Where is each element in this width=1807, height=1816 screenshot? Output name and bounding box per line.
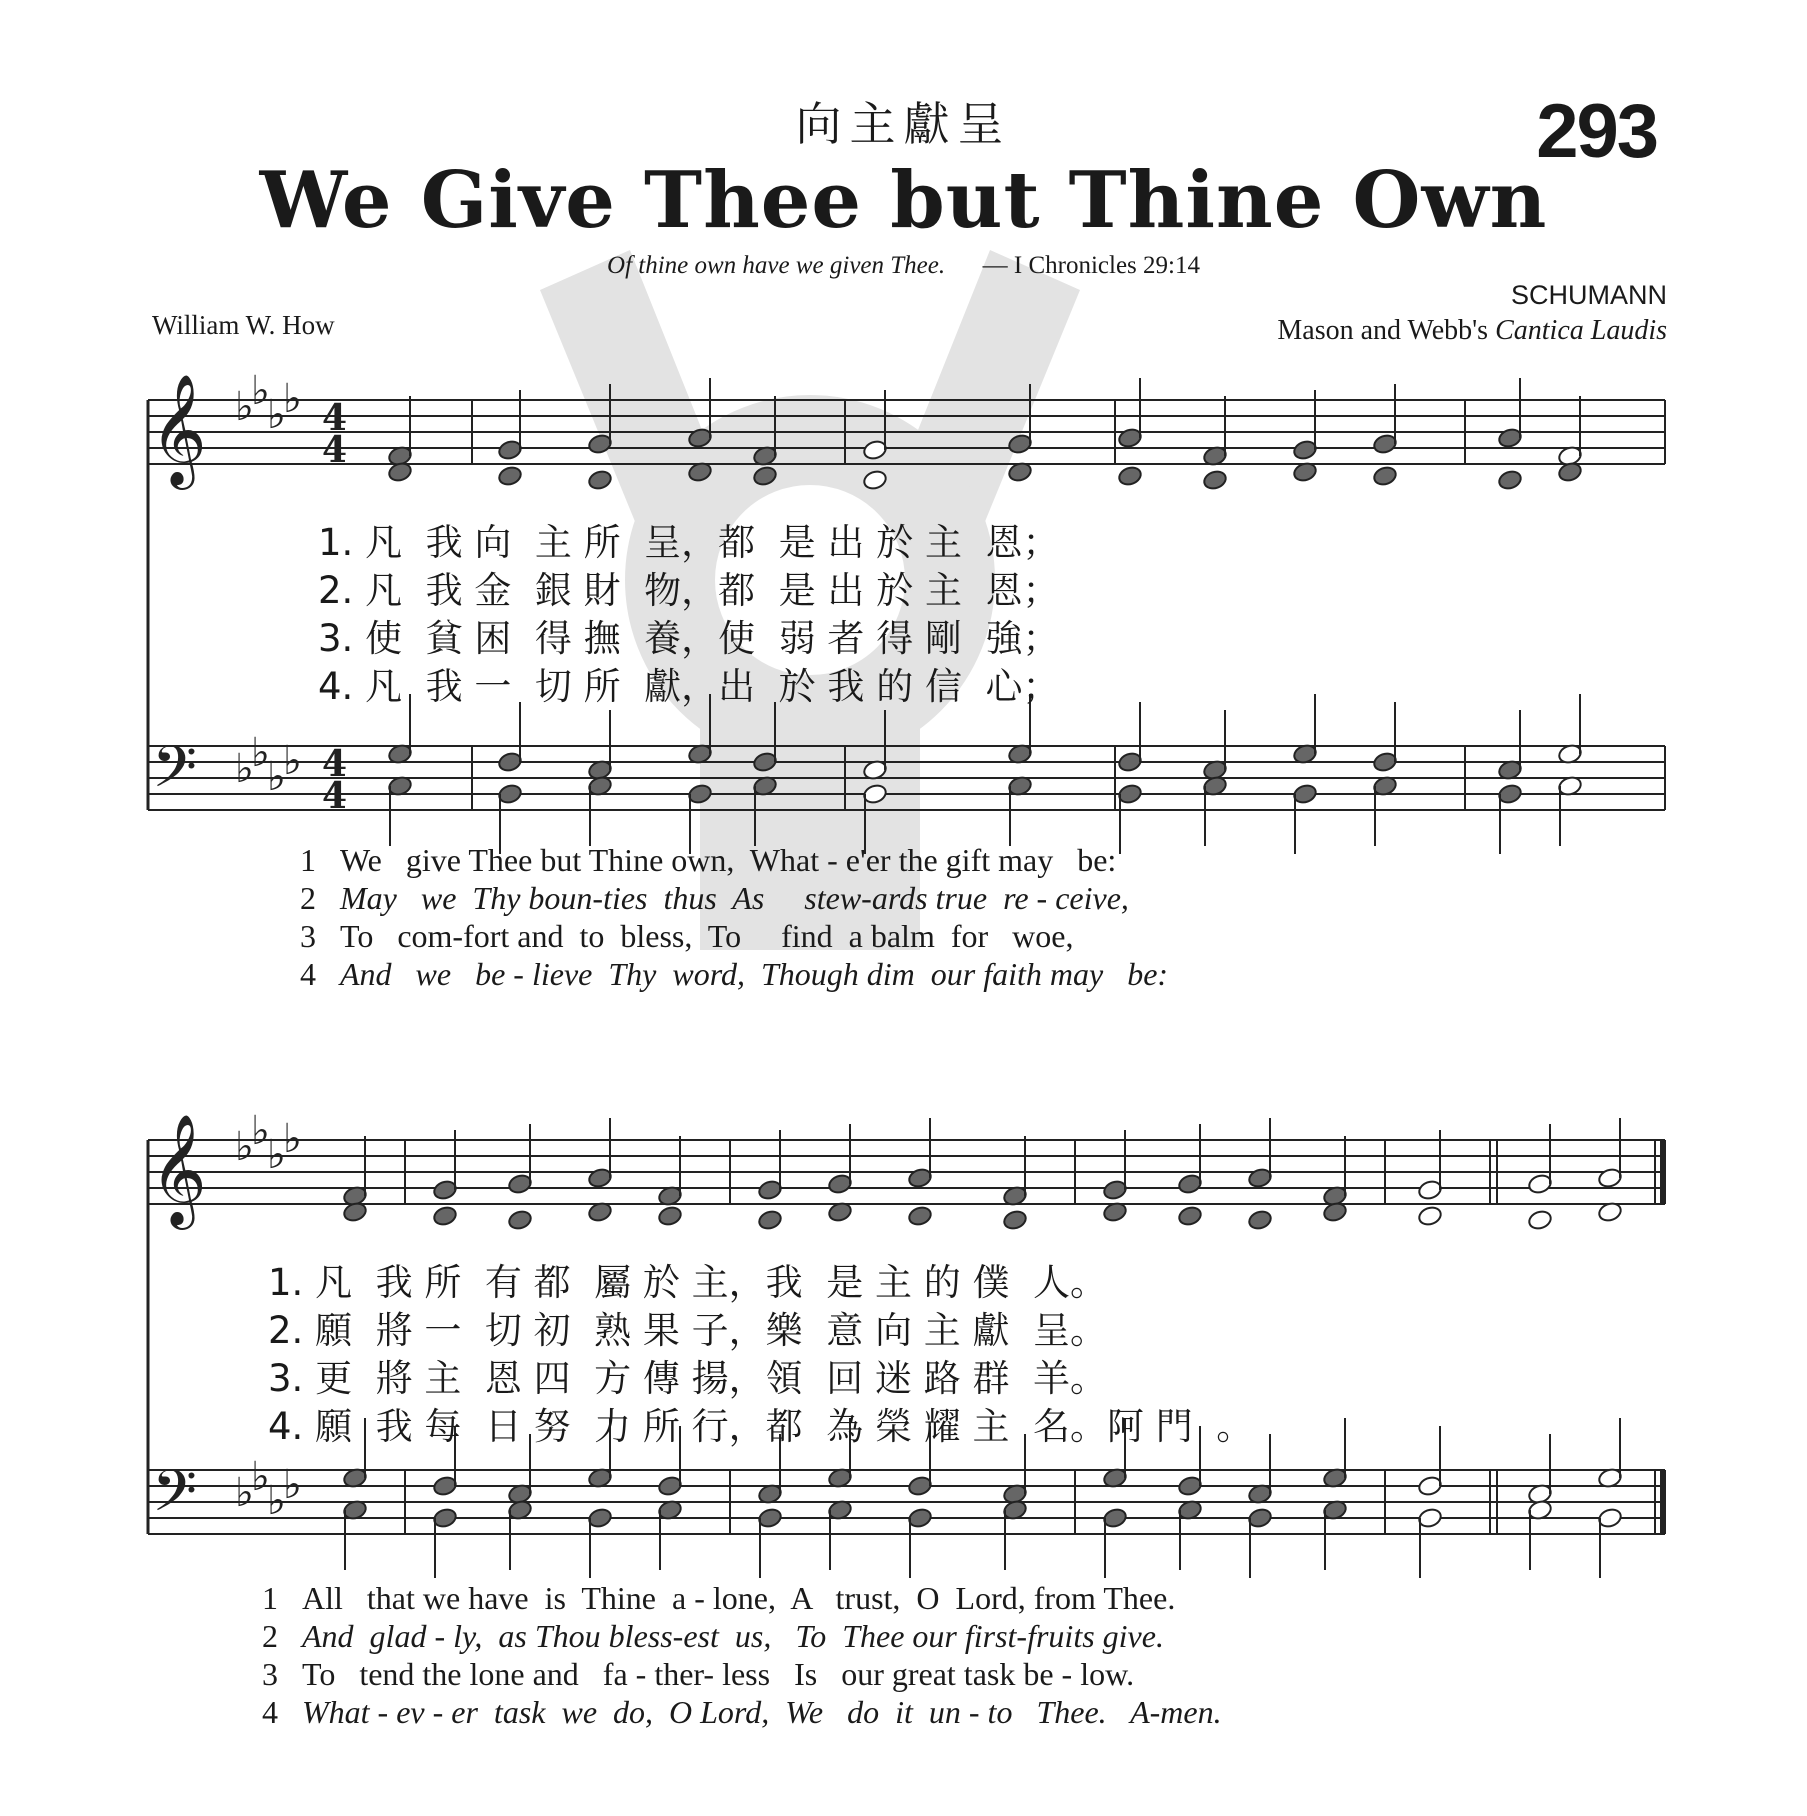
flat-sign-icon: ♭ [235, 746, 254, 792]
note-head [1417, 1205, 1443, 1228]
chinese-verse-line: 2. 願 將 一 切 初 熟 果 子，樂 意 向 主 獻 呈。 [268, 1309, 1108, 1352]
source-prefix: Mason and Webb's [1277, 315, 1496, 346]
flat-sign-icon: ♭ [267, 392, 286, 438]
verse-number: 1 [300, 842, 316, 878]
note-head [432, 1205, 458, 1228]
chinese-verse-line: 4. 願 我 每 日 努 力 所 行，都 為 榮 耀 主 名。阿 門 。 [268, 1405, 1254, 1448]
verse-text: We give Thee but Thine own, What - e'er the gift may be: [340, 842, 1117, 878]
english-verse-line [300, 880, 1129, 917]
english-verse-line [300, 918, 1073, 955]
flat-sign-icon: ♭ [251, 368, 270, 414]
chinese-verse-line: 1. 凡 我 所 有 都 屬 於 主，我 是 主 的 僕 人。 [268, 1261, 1108, 1304]
hymn-number: 293 [1536, 89, 1657, 174]
english-title: We Give Thee but Thine Own [259, 155, 1548, 246]
note-head [1202, 469, 1228, 492]
flat-sign-icon: ♭ [283, 376, 302, 422]
chinese-verse-line: 3. 使 貧 困 得 撫 養，使 弱 者 得 剛 強； [318, 617, 1060, 660]
verse-number: 4 [300, 956, 316, 992]
verse-text: And we be - lieve Thy word, Though dim our faith may be: [340, 956, 1169, 992]
verse-text: All that we have is Thine a - lone, A trust, O Lord, from Thee. [302, 1580, 1176, 1616]
note-head [497, 465, 523, 488]
bass-clef-icon: 𝄢 [152, 733, 198, 815]
english-verse-line [262, 1580, 1175, 1617]
flat-sign-icon: ♭ [251, 1454, 270, 1500]
note-head [862, 469, 888, 492]
chinese-verse-line: 4. 凡 我 一 切 所 獻，出 於 我 的 信 心； [318, 665, 1060, 708]
treble-clef-icon: 𝄞 [150, 373, 207, 485]
flat-sign-icon: ♭ [283, 738, 302, 784]
flat-sign-icon: ♭ [283, 1462, 302, 1508]
flat-sign-icon: ♭ [283, 1116, 302, 1162]
chinese-verse-line: 3. 更 將 主 恩 四 方 傳 揚，領 回 迷 路 群 羊。 [268, 1357, 1108, 1400]
note-head [657, 1205, 683, 1228]
note-head [752, 465, 778, 488]
bass-clef-icon: 𝄢 [152, 1457, 198, 1539]
flat-sign-icon: ♭ [235, 384, 254, 430]
verse-number: 1 [262, 1580, 278, 1616]
flat-sign-icon: ♭ [251, 730, 270, 776]
chinese-verse-line: 2. 凡 我 金 銀 財 物，都 是 出 於 主 恩； [318, 569, 1060, 612]
chinese-verse-line: 1. 凡 我 向 主 所 呈，都 是 出 於 主 恩； [318, 521, 1060, 564]
time-signature-numerator: 4 [322, 397, 348, 439]
verse-text: To tend the lone and fa - ther- less Is our great task be - low. [302, 1656, 1135, 1692]
verse-text: To com-fort and to bless, To find a balm for woe, [340, 918, 1074, 954]
flat-sign-icon: ♭ [251, 1108, 270, 1154]
note-head [1372, 465, 1398, 488]
epigraph-reference: — I Chronicles 29:14 [982, 252, 1200, 279]
verse-text: And glad - ly, as Thou bless-est us, To Thee our first-fruits give. [302, 1618, 1164, 1654]
treble-clef-icon: 𝄞 [150, 1113, 207, 1225]
note-head [1247, 1209, 1273, 1232]
epigraph-quote: Of thine own have we given Thee. [607, 252, 946, 279]
flat-sign-icon: ♭ [235, 1470, 254, 1516]
verse-number: 3 [300, 918, 316, 954]
chinese-title: 向主獻呈 [795, 97, 1012, 151]
note-head [507, 1209, 533, 1232]
note-head [757, 1209, 783, 1232]
english-verse-line [300, 842, 1116, 879]
author: William W. How [152, 310, 335, 340]
note-head [907, 1205, 933, 1228]
verse-number: 2 [300, 880, 316, 916]
time-signature-denominator: 4 [322, 775, 348, 817]
flat-sign-icon: ♭ [267, 754, 286, 800]
note-head [1177, 1205, 1203, 1228]
source-title: Cantica Laudis [1495, 315, 1667, 346]
english-verse-line [262, 1618, 1164, 1655]
flat-sign-icon: ♭ [267, 1478, 286, 1524]
note-head [1002, 1209, 1028, 1232]
flat-sign-icon: ♭ [235, 1124, 254, 1170]
note-head [1117, 465, 1143, 488]
verse-number: 3 [262, 1656, 278, 1692]
english-verse-line [262, 1694, 1222, 1731]
time-signature-numerator: 4 [322, 743, 348, 785]
note-head [1497, 469, 1523, 492]
tune-name: SCHUMANN [1510, 280, 1667, 310]
verse-number: 4 [262, 1694, 278, 1730]
verse-number: 2 [262, 1618, 278, 1654]
english-verse-line [300, 956, 1168, 993]
english-verse-line [262, 1656, 1134, 1693]
verse-text: What - ev - er task we do, O Lord, We do it un - to Thee. A-men. [302, 1694, 1222, 1730]
verse-text: May we Thy boun-ties thus As stew-ards true re - ceive, [340, 880, 1129, 916]
note-head [587, 469, 613, 492]
note-head [1527, 1209, 1553, 1232]
time-signature-denominator: 4 [322, 429, 348, 471]
flat-sign-icon: ♭ [267, 1132, 286, 1178]
